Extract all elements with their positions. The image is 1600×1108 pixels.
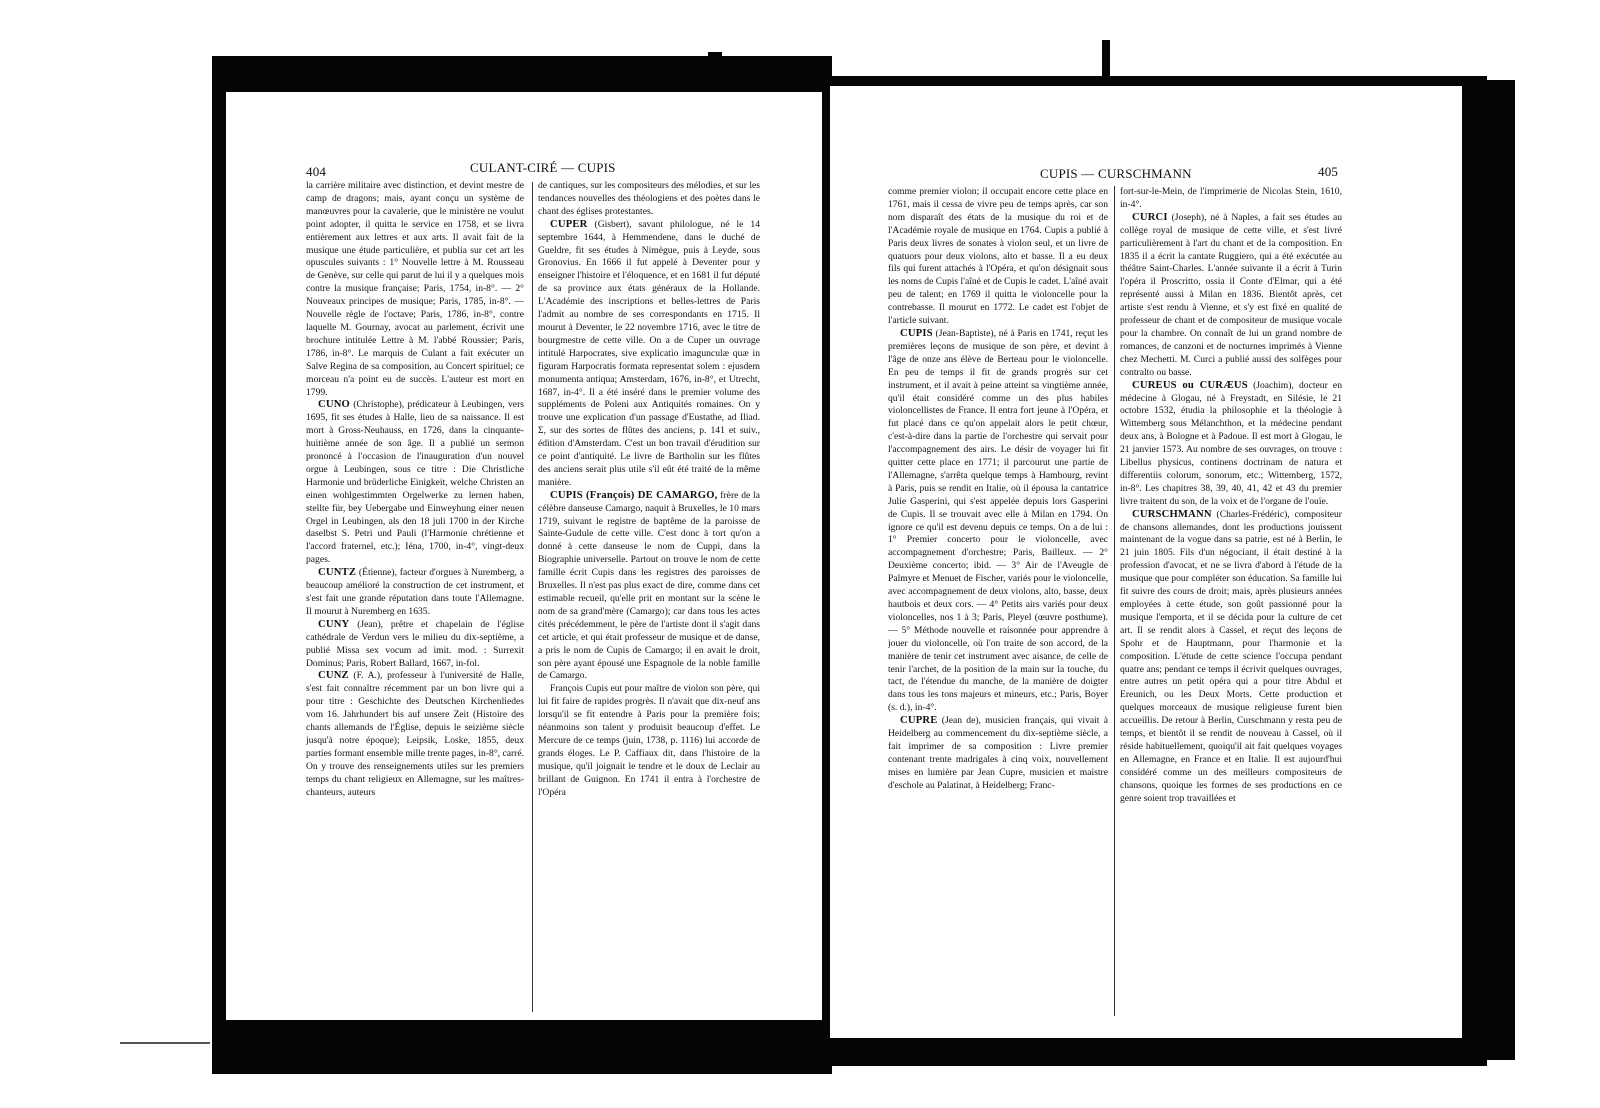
column-rule	[1114, 186, 1115, 1016]
dictionary-entry	[538, 490, 760, 684]
page-number: 405	[1318, 164, 1339, 179]
entry-text: frère de la célèbre danseuse Camargo, naquit à Bruxelles, le 10 mars 1719, suivant le registre de baptême de la paroisse de Sainte-Gudule de cette ville. C'est donc à tort qu'on a donné à cette danseuse le nom de Cuppi, dans la Biographie universelle. Partout on trouve le nom de cette famille écrit Cupis dans les registres des paroisses de Bruxelles. Il n'est pas plus exact de dire, comme dans cet estimable recueil, qu'elle prit en montant sur la scène le nom de sa grand'mère (Camargo); car dans tous les actes cités précédemment, le père de l'artiste dont il s'agit dans cet article, et qui était professeur de musique et de danse, a pris le nom de Cupis de Camargo; il en avait le droit, son père ayant épousé une Espagnole de la noble famille de Camargo.	[538, 489, 760, 682]
dictionary-entry	[306, 670, 524, 799]
left-page	[226, 92, 822, 1020]
column-rule	[532, 182, 533, 1012]
entry-text: (Jean-Baptiste), né à Paris en 1741, reçut les premières leçons de musique de son père, et devint à l'âge de onze ans élève de Berteau pour le violoncelle. En peu de temps il fit de grands progrès sur cet instrument, et il avait à peine atteint sa vingtième année, qu'il était considéré comme un des plus habiles violoncellistes de France. Il entra fort jeune à l'Opéra, et fut placé dans ce qu'on appelait alors le petit chœur, c'est-à-dire dans la partie de l'orchestre qui servait pour l'accompagnement des airs. Le désir de voyager lui fit quitter cette place en 1771; il parcourut une partie de l'Allemagne, s'arrêta quelque temps à Hambourg, revint à Paris, puis se rendit en Italie, où il épousa la cantatrice Julie Gasperini, qui s'est appelée depuis lors Gasperini de Cupis. Il se trouvait avec elle à Milan en 1794. On ignore ce qu'il est devenu depuis ce temps. On a de lui : 1° Premier concerto pour le violoncelle, avec accompagnement d'orchestre; Paris, Bailleux. — 2° Deuxième concerto; ibid. — 3° Air de l'Aveugle de Palmyre et Menuet de Fischer, variés pour le violoncelle, avec accompagnement de deux violons, alto, basse, deux hautbois et deux cors. — 4° Petits airs variés pour deux violoncelles, nos 1 à 3; Paris, Pleyel (œuvre posthume). — 5° Méthode nouvelle et raisonnée pour apprendre à jouer du violoncelle, où l'on traite de son accord, de la manière de tenir cet instrument avec aisance, de celle de tenir l'archet, de la position de la main sur la touche, du tact, de l'étendue du manche, de la manière de doigter dans tous les tons majeurs et mineurs, etc.; Paris, Boyer (s. d.), in-4°.	[888, 327, 1108, 714]
entry-headword: CUREUS ou CURÆUS	[1132, 379, 1248, 391]
entry-text: (F. A.), professeur à l'université de Halle, s'est fait connaître récemment par un bon livre qui a pour titre : Geschichte des Deutschen Kirchenliedes vom 16. Jahrhundert bis auf unsere Zeit (Histoire des chants allemands de l'Église, depuis le seizième siècle jusqu'à notre époque); Leipsik, Loske, 1855, deux parties formant ensemble mille trente pages, in-8°, carré. On y trouve des renseignements utiles sur les premiers temps du chant religieux en Allemagne, sur les maîtres-chanteurs, auteurs	[306, 670, 524, 798]
text-column-2	[538, 180, 760, 1012]
entry-text: (Christophe), prédicateur à Leubingen, vers 1695, fit ses études à Halle, lieu de sa naissance. Il est mort à Gross-Neuhauss, en 1726, dans la cinquante-huitième année de son âge. Il a publié un sermon prononcé à l'occasion de l'inauguration d'un nouvel orgue à Leubingen, sous ce titre : Die Christliche Harmonie und brüderliche Einigkeit, welche Christen an einen wohlgestimmten Orgelwerke zu lernen haben, stellte für, bey Uebergabe und Einweyhung einer neuen Orgel in Leubingen, als den 18 juli 1700 in der Kirche daselbst S. Petri und Pauli (l'Harmonie chrétienne et l'accord fraternel, etc.); Iéna, 1700, in-4°, vingt-deux pages.	[306, 399, 524, 566]
text-column-1	[306, 180, 524, 1012]
entry-headword: CUPIS	[900, 327, 933, 339]
dictionary-entry	[1120, 380, 1342, 509]
scan-page-edge	[1485, 80, 1515, 1060]
running-head: CULANT-CIRÉ — CUPIS	[470, 160, 616, 175]
entry-continued	[538, 180, 760, 219]
scan-artifact	[742, 62, 752, 92]
entry-text: (Jean), prêtre et chapelain de l'église cathédrale de Verdun vers le milieu du dix-septième, a publié Missa sex vocum ad imit. mod. : Surrexit Dominus; Paris, Robert Ballard, 1667, in-fol.	[306, 618, 524, 669]
entry-text: (Gisbert), savant philologue, né le 14 septembre 1644, à Hemmendene, dans le duché de Gueldre, fit ses études à Nimègue, puis à Leyde, sous Gronovius. En 1666 il fut appelé à Deventer pour y enseigner l'histoire et l'éloquence, et en 1681 il fut député de sa province aux états généraux de la Hollande. L'Académie des inscriptions et belles-lettres de Paris l'admit au nombre de ses correspondants en 1715. Il mourut à Deventer, le 22 novembre 1716, avec le titre de bourgmestre de cette ville. On a de Cuper un ouvrage intitulé Harpocrates, sive explicatio imagunculæ quæ in figuram Harpocratis formata representat solem : ejusdem monumenta antiqua; Amsterdam, 1676, in-8°, et Utrecht, 1687, in-4°. Il a été inséré dans le premier volume des suppléments de Poleni aux Antiquités romaines. On y trouve une explication d'un passage d'Eustathe, ad Iliad. Σ, sur des sortes de flûtes des anciens, p. 141 et suiv., édition d'Amsterdam. C'est un bon travail d'érudition sur ce point d'antiquité. Le livre de Bartholin sur les flûtes des anciens serait plus utile s'il eût été traité de la même manière.	[538, 218, 760, 488]
entry-headword: CUPRE	[900, 715, 938, 727]
entry-text: (Charles-Frédéric), compositeur de chansons allemandes, dont les productions jouissent maintenant de la vogue dans sa patrie, est né à Berlin, le 21 juin 1805. Fils d'un négociant, il était destiné à la profession d'avocat, et ne se livra d'abord à l'étude de la musique que pour compléter son éducation. Sa famille lui fit suivre des cours de droit; mais, après plusieurs années employées à cette étude, son goût passionné pour la musique l'emporta, et il se décida pour la culture de cet art. Il se rendit alors à Cassel, et reçut des leçons de Spohr et de Hauptmann, pour l'harmonie et la composition. L'étude de cette science l'occupa pendant quatre ans; pendant ce temps il écrivit quelques ouvrages, entre autres un petit opéra qui a pour titre Abdul et Ereunich, ou les Deux Morts. Cette production et quelques morceaux de musique religieuse furent bien accueillis. De retour à Berlin, Curschmann y resta peu de temps, et bientôt il se rendit de nouveau à Cassel, où il réside habituellement, quoiqu'il ait fait quelques voyages en Allemagne, en France et en Italie. Il est aujourd'hui considéré comme un des meilleurs compositeurs de chansons, quoique les formes de ses productions en ce genre soient trop travaillées et	[1120, 508, 1342, 804]
entry-headword: CUNTZ	[318, 567, 357, 579]
scan-artifact	[1102, 40, 1110, 80]
entry-continued	[1120, 186, 1342, 212]
entry-text: (Étienne), facteur d'orgues à Nuremberg, a beaucoup amélioré la construction de cet instrument, et s'est fait une grande réputation dans toute l'Allemagne. Il mourut à Nuremberg en 1635.	[306, 567, 524, 617]
entry-headword: CUNZ	[318, 670, 349, 682]
entry-headword: CUPIS (François) DE CAMARGO,	[550, 489, 718, 501]
scan-artifact	[772, 58, 788, 94]
dictionary-entry	[538, 683, 760, 799]
dictionary-entry	[888, 328, 1108, 715]
right-page	[830, 86, 1462, 1038]
dictionary-entry	[1120, 509, 1342, 806]
entry-text: François Cupis eut pour maître de violon son père, qui lui fit faire de rapides progrès. Il n'avait que dix-neuf ans lorsqu'il se fit entendre à Paris pour la première fois; néanmoins son talent y produisit beaucoup d'effet. Le Mercure de ce temps (juin, 1738, p. 1116) lui accorde de grands éloges. Le P. Caffiaux dit, dans l'histoire de la musique, qu'il joignait le tendre et le doux de Leclair au brillant de Guignon. En 1741 il entra à l'orchestre de l'Opéra	[538, 683, 760, 798]
entry-text: (Jean de), musicien français, qui vivait à Heidelberg au commencement du dix-septième siècle, a fait imprimer de sa composition : Livre premier contenant trente madrigales à cinq voix, nouvellement mises en lumière par Jean Cupre, musicien et maistre d'eschole au Palatinat, à Heidelberg; Franc-	[888, 715, 1108, 791]
dictionary-entry	[306, 399, 524, 567]
entry-text: de cantiques, sur les compositeurs des mélodies, et sur les tendances nouvelles des théologiens et des poètes dans le chant des églises protestantes.	[538, 180, 760, 217]
entry-headword: CUPER	[550, 218, 588, 230]
entry-headword: CURSCHMANN	[1132, 508, 1212, 520]
entry-text: comme premier violon; il occupait encore cette place en 1761, mais il cessa de vivre peu de temps après, car son nom disparaît des états de la musique du roi et de l'Académie royale de musique en 1764. Cupis a publié à Paris deux livres de sonates à violon seul, et un livre de quatuors pour deux violons, alto et basse. Il a eu deux fils qui furent attachés à l'Opéra, et qu'on désignait sous les noms de Cupis l'aîné et de Cupis le cadet. L'aîné avait peu de talent; en 1769 il quitta le violoncelle pour la contrebasse. Il mourut en 1772. Le cadet est l'objet de l'article suivant.	[888, 186, 1108, 327]
entry-headword: CURCI	[1132, 211, 1168, 223]
dictionary-entry	[306, 567, 524, 619]
scan-artifact	[708, 52, 722, 92]
dictionary-entry	[538, 219, 760, 490]
entry-text: fort-sur-le-Mein, de l'imprimerie de Nicolas Stein, 1610, in-4°.	[1120, 186, 1342, 210]
entry-text: (Joachim), docteur en médecine à Glogau, né à Freystadt, en Silésie, le 21 octobre 1532, étudia la philosophie et la théologie à Wittemberg sous Mélanchthon, et la médecine pendant deux ans, à Bologne et à Padoue. Il est mort à Glogau, le 21 janvier 1573. Au nombre de ses ouvrages, on trouve : Libellus physicus, continens doctrinam de natura et differentiis colorum, sonorum, etc.; Wittemberg, 1572, in-8°. Les chapitres 38, 39, 40, 41, 42 et 43 du premier livre traitent du son, de la voix et de l'organe de l'ouïe.	[1120, 379, 1342, 507]
dictionary-entry	[1120, 212, 1342, 380]
text-column-2	[1120, 186, 1342, 1018]
entry-text: la carrière militaire avec distinction, et devint mestre de camp de dragons; mais, ayant conçu un système de manœuvres pour la cavalerie, que le ministère ne voulut point adopter, il quitta le service en 1758, et se livra entièrement aux lettres et aux arts. Il avait fait de la musique une étude particulière, et publia sur cet art les opuscules suivants : 1° Nouvelle lettre à M. Rousseau de Genève, sur celle qui parut de lui il y a quelques mois contre la musique française; Paris, 1754, in-8°. — 2° Nouveaux principes de musique; Paris, 1785, in-8°. — Nouvelle règle de l'octave; Paris, 1786, in-8°, contre laquelle M. Gournay, avocat au parlement, écrivit une brochure intitulée Lettre à M. l'abbé Roussier; Paris, 1786, in-8°. Le marquis de Culant a fait exécuter un Salve Regina de sa composition, au Concert spirituel; ce morceau n'a point eu de succès. L'auteur est mort en 1799.	[306, 180, 524, 398]
entry-text: (Joseph), né à Naples, a fait ses études au collège royal de musique de cette ville, et s'est livré particulièrement à l'art du chant et de la composition. En 1835 il a écrit la cantate Ruggiero, qui a été exécutée au théâtre Saint-Charles. L'année suivante il a écrit à Turin l'opéra il Proscritto, ossia il Conte d'Elmar, qui a été représenté aussi à Milan en 1836. Bientôt après, cet artiste s'est rendu à Vienne, et s'y est fixé en qualité de professeur de chant et de compositeur de musique vocale pour la chambre. On connaît de lui un grand nombre de romances, de canzoni et de nocturnes imprimés à Vienne chez Mechetti. M. Curci a publié aussi des solfèges pour contralto ou basse.	[1120, 211, 1342, 378]
running-head: CUPIS — CURSCHMANN	[1040, 166, 1192, 181]
dictionary-entry	[888, 715, 1108, 792]
entry-continued	[888, 186, 1108, 328]
entry-headword: CUNO	[318, 399, 350, 411]
dictionary-entry	[306, 619, 524, 671]
text-column-1	[888, 186, 1108, 1018]
page-number: 404	[306, 164, 327, 179]
entry-headword: CUNY	[318, 618, 350, 630]
scan-noise	[120, 1042, 210, 1044]
scan-artifact	[796, 70, 808, 94]
entry-continued	[306, 180, 524, 399]
